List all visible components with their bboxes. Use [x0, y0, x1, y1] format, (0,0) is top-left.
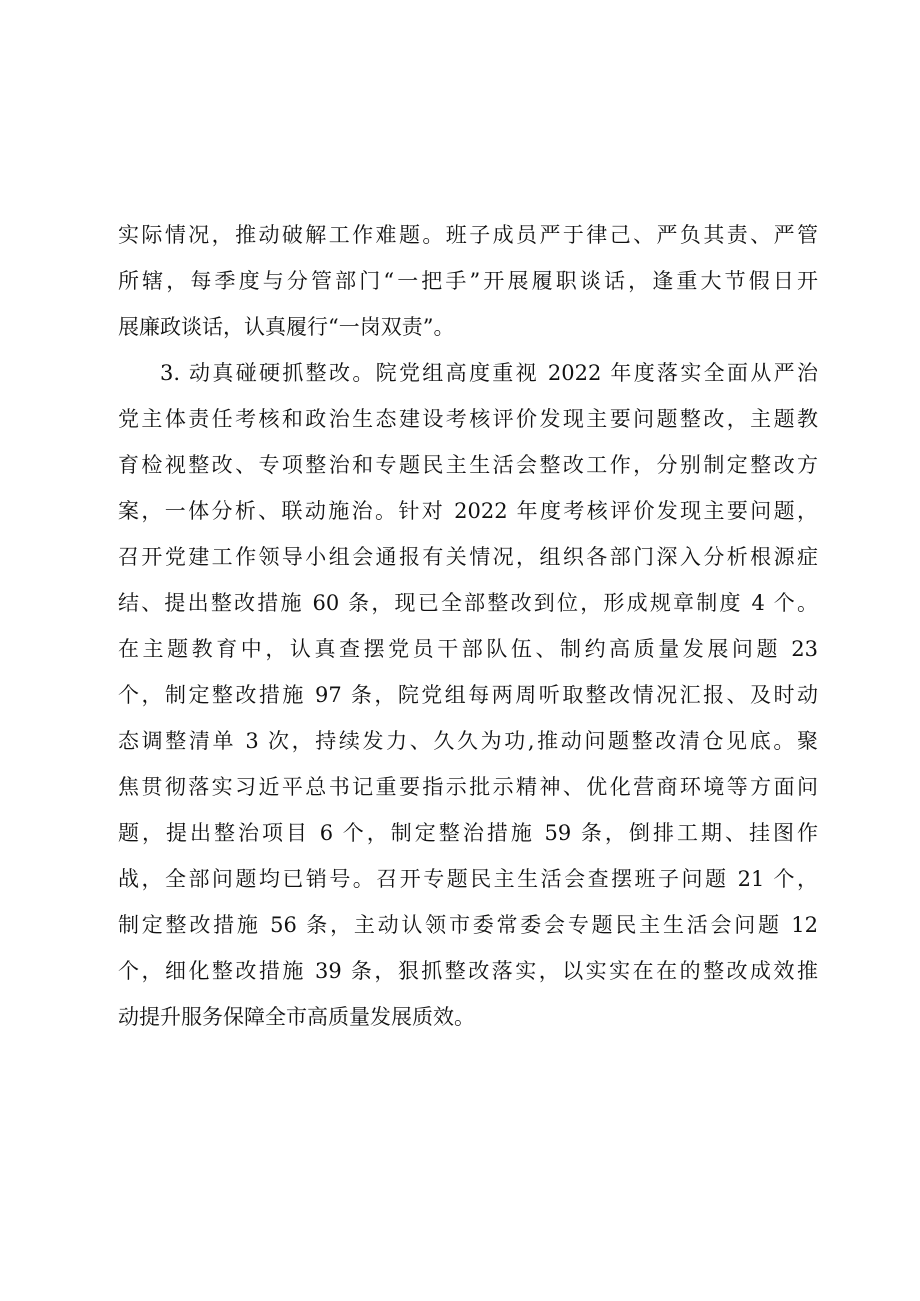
section-heading-line: 3. 动真碰硬抓整改。院党组高度重视 2022 年度落实全面从严治: [160, 361, 818, 385]
text-line: 战，全部问题均已销号。召开专题民主生活会查摆班子问题 21 个，: [118, 867, 818, 891]
text-line: 展廉政谈话，认真履行“一岗双责”。: [118, 315, 455, 339]
text-line: 召开党建工作领导小组会通报有关情况，组织各部门深入分析根源症: [118, 545, 818, 569]
text-line: 题，提出整治项目 6 个，制定整治措施 59 条，倒排工期、挂图作: [118, 821, 818, 845]
text-line: 焦贯彻落实习近平总书记重要指示批示精神、优化营商环境等方面问: [118, 775, 818, 799]
text-line: 党主体责任考核和政治生态建设考核评价发现主要问题整改，主题教: [118, 407, 818, 431]
text-line: 制定整改措施 56 条，主动认领市委常委会专题民主生活会问题 12: [118, 913, 818, 937]
text-line: 实际情况，推动破解工作难题。班子成员严于律己、严负其责、严管: [118, 223, 818, 247]
text-line: 态调整清单 3 次，持续发力、久久为功,推动问题整改清仓见底。聚: [118, 729, 818, 753]
text-line: 育检视整改、专项整治和专题民主生活会整改工作，分别制定整改方: [118, 453, 818, 477]
text-line: 个，细化整改措施 39 条，狠抓整改落实，以实实在在的整改成效推: [118, 959, 818, 983]
text-line: 在主题教育中，认真查摆党员干部队伍、制约高质量发展问题 23: [118, 637, 818, 661]
text-line: 结、提出整改措施 60 条，现已全部整改到位，形成规章制度 4 个。: [118, 591, 818, 615]
body-text: [118, 212, 818, 1040]
text-line: 案，一体分析、联动施治。针对 2022 年度考核评价发现主要问题，: [118, 499, 818, 523]
text-line: 个，制定整改措施 97 条，院党组每两周听取整改情况汇报、及时动: [118, 683, 818, 707]
text-line: 动提升服务保障全市高质量发展质效。: [118, 1005, 475, 1029]
text-line: 所辖，每季度与分管部门“一把手”开展履职谈话，逢重大节假日开: [118, 269, 818, 293]
